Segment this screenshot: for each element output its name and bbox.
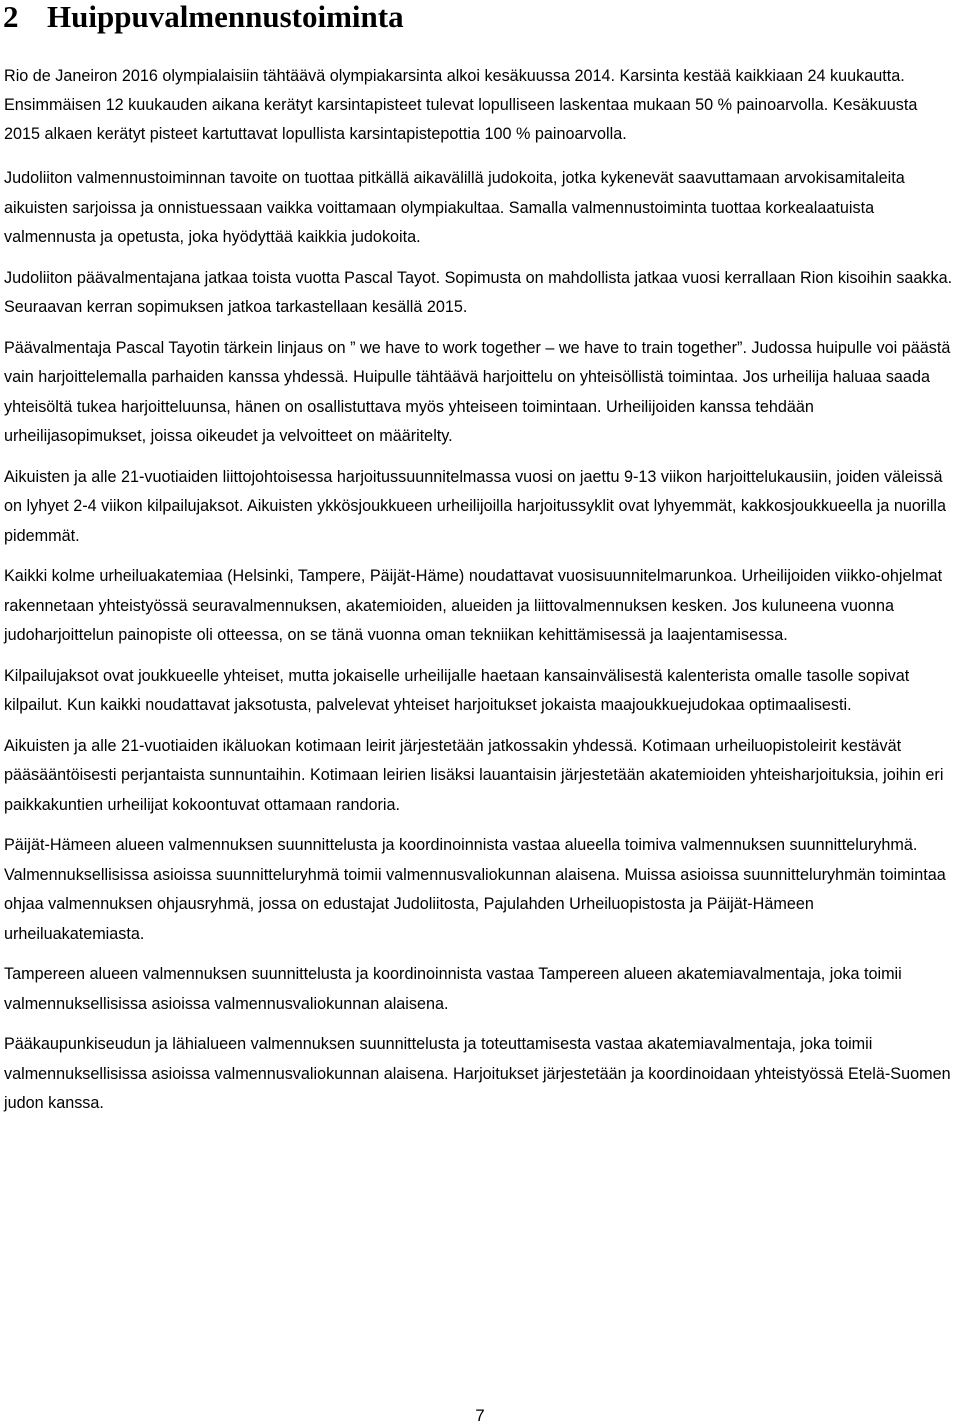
section-number: 2	[3, 0, 19, 34]
section-title: Huippuvalmennustoiminta	[47, 0, 404, 34]
paragraph-coaching-goal: Judoliiton valmennustoiminnan tavoite on tuottaa pitkällä aikavälillä judokoita, jotka kykenevät saavuttamaan arvokisamitaleita aikuisten sarjoissa ja onnistuessaan vaikka voittamaan olympiakultaa. Samalla valmennustoiminta tuottaa korkealaatuista valmennusta ja opetusta, joka hyödyttää kaikkia judokoita.	[4, 169, 905, 246]
paragraph-coach-policy: Päävalmentaja Pascal Tayotin tärkein linjaus on ” we have to work together – we have to train together”. Judossa huipulle voi päästä vain harjoittelemalla parhaiden kanssa yhdessä. Huipulle tähtäävä harjoittelu on yhteisöllistä toimintaa. Jos urheilija haluaa saada yhteisöltä tukea harjoitteluunsa, hänen on osallistuttava myös yhteiseen toimintaan. Urheilijoiden kanssa tehdään urheilijasopimukset, joissa oikeudet ja velvoitteet on määritelty.	[4, 338, 951, 445]
paragraph-capital-region: Pääkaupunkiseudun ja lähialueen valmennuksen suunnittelusta ja toteuttamisesta vastaa akatemiavalmentaja, joka toimii valmennuksellisissa asioissa valmennusvaliokunnan alaisena. Harjoitukset järjestetään ja koordinoidaan yhteistyössä Etelä-Suomen judon kanssa.	[4, 1035, 951, 1112]
paragraph-training-plan: Aikuisten ja alle 21-vuotiaiden liittojohtoisessa harjoitussuunnitelmassa vuosi on jaettu 9-13 viikon harjoittelukausiin, joiden väleissä on lyhyet 2-4 viikon kilpailujaksot. Aikuisten ykkösjoukkueen urheilijoilla harjoitussyklit ovat lyhyemmät, kakkosjoukkueella ja nuorilla pidemmät.	[4, 467, 947, 545]
document-body	[4, 62, 954, 1119]
paragraph-academies: Kaikki kolme urheiluakatemiaa (Helsinki, Tampere, Päijät-Häme) noudattavat vuosisuunnitelmarunkoa. Urheilijoiden viikko-ohjelmat rakennetaan yhteistyössä seuravalmennuksen, akatemioiden, alueiden ja liittovalmennuksen kesken. Jos kuluneena vuonna judoharjoittelun painopiste oli otteessa, on se tänä vuonna oman tekniikan kehittämisessä ja laajentamisessa.	[4, 567, 943, 644]
paragraph-paijat-hame: Päijät-Hämeen alueen valmennuksen suunnittelusta ja koordinoinnista vastaa alueella toimiva valmennuksen suunnitteluryhmä. Valmennuksellisissa asioissa suunnitteluryhmä toimii valmennusvaliokunnan alaisena. Muissa asioissa suunnitteluryhmän toimintaa ohjaa valmennuksen ohjausryhmä, jossa on edustajat Judoliitosta, Pajulahden Urheiluopistosta ja Päijät-Hämeen urheiluakatemiasta.	[4, 836, 946, 943]
paragraph-tampere: Tampereen alueen valmennuksen suunnittelusta ja koordinoinnista vastaa Tampereen alueen akatemiavalmentaja, joka toimii valmennuksellisissa asioissa valmennusvaliokunnan alaisena.	[4, 965, 902, 1013]
page-number: 7	[475, 1406, 485, 1425]
paragraph-competition-periods: Kilpailujaksot ovat joukkueelle yhteiset, mutta jokaiselle urheilijalle haetaan kansainvälisestä kalenterista omalle tasolle sopivat kilpailut. Kun kaikki noudattavat jaksotusta, palvelevat yhteiset harjoitukset jokaista maajoukkuejudokaa optimaalisesti.	[4, 666, 910, 714]
section-heading	[3, 0, 404, 36]
paragraph-domestic-camps: Aikuisten ja alle 21-vuotiaiden ikäluokan kotimaan leirit järjestetään jatkossakin yhdessä. Kotimaan urheiluopistoleirit kestävät pääsääntöisesti perjantaista sunnuntaihin. Kotimaan leirien lisäksi lauantaisin järjestetään akatemioiden yhteisharjoituksia, joihin eri paikkakuntien urheilijat kokoontuvat ottamaan randoria.	[4, 736, 944, 814]
paragraph-olympic-qualification: Rio de Janeiron 2016 olympialaisiin tähtäävä olympiakarsinta alkoi kesäkuussa 2014. Karsinta kestää kaikkiaan 24 kuukautta. Ensimmäisen 12 kuukauden aikana kerätyt karsintapisteet tulevat lopulliseen laskentaa mukaan 50 % painoarvolla. Kesäkuusta 2015 alkaen kerätyt pisteet kartuttavat lopullista karsintapistepottia 100 % painoarvolla.	[4, 67, 918, 143]
paragraph-head-coach: Judoliiton päävalmentajana jatkaa toista vuotta Pascal Tayot. Sopimusta on mahdollista jatkaa vuosi kerrallaan Rion kisoihin saakka. Seuraavan kerran sopimuksen jatkoa tarkastellaan kesällä 2015.	[4, 268, 953, 316]
